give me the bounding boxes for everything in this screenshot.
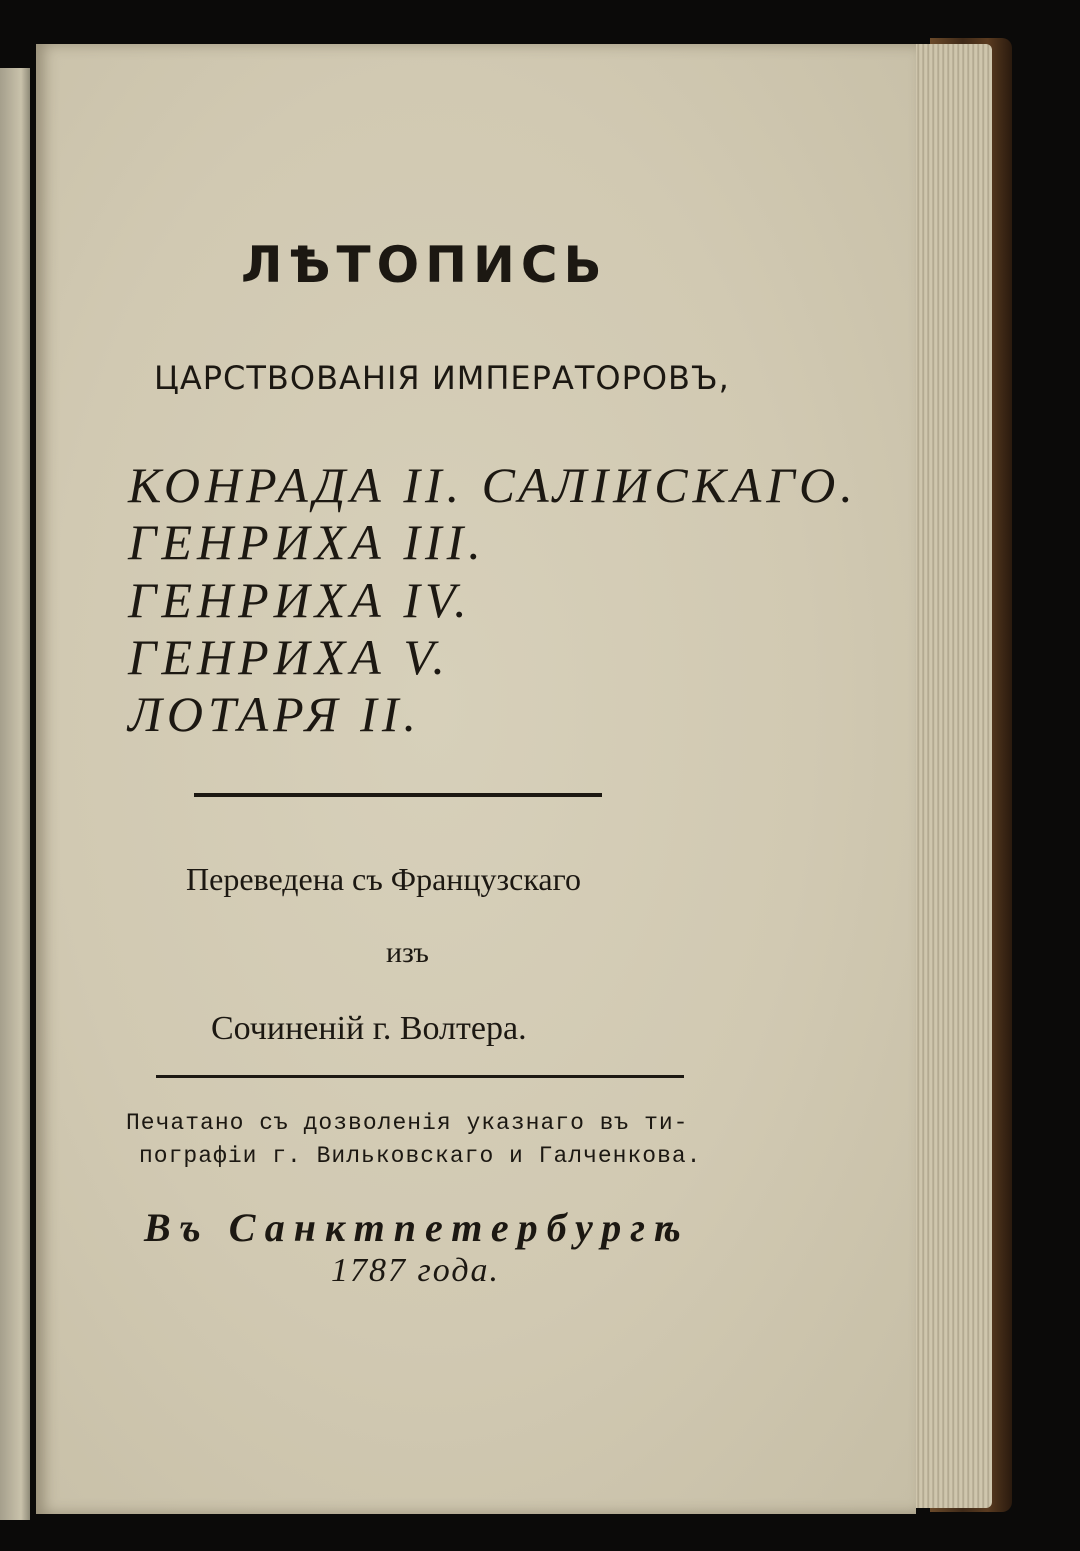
from-line: изъ	[386, 936, 429, 969]
imprint-line: Печатано съ дозволенія указнаго въ ти-	[126, 1110, 689, 1136]
city-line: Въ Санктпетербургѣ	[144, 1205, 690, 1250]
emperor-line: ЛОТАРЯ II.	[128, 686, 421, 742]
title-page	[36, 44, 916, 1514]
translated-line: Переведена съ Французскаго	[186, 861, 581, 897]
emperor-line: ГЕНРИХА V.	[128, 629, 450, 685]
left-page-edge	[0, 68, 30, 1520]
document-title: ЛѢТОПИСЬ	[241, 236, 608, 294]
divider-rule	[194, 793, 602, 797]
year-line: 1787 года.	[331, 1252, 501, 1289]
emperor-line: ГЕНРИХА III.	[128, 514, 486, 570]
document-subtitle: ЦАРСТВОВАНІЯ ИМПЕРАТОРОВЪ,	[154, 359, 730, 397]
emperor-line: ГЕНРИХА IV.	[128, 572, 472, 628]
imprint-line: пографіи г. Вильковскаго и Галченкова.	[139, 1143, 702, 1169]
divider-rule	[156, 1075, 684, 1078]
works-line: Сочиненій г. Волтера.	[211, 1010, 527, 1047]
emperor-line: КОНРАДА II. САЛІИСКАГО.	[128, 457, 858, 513]
